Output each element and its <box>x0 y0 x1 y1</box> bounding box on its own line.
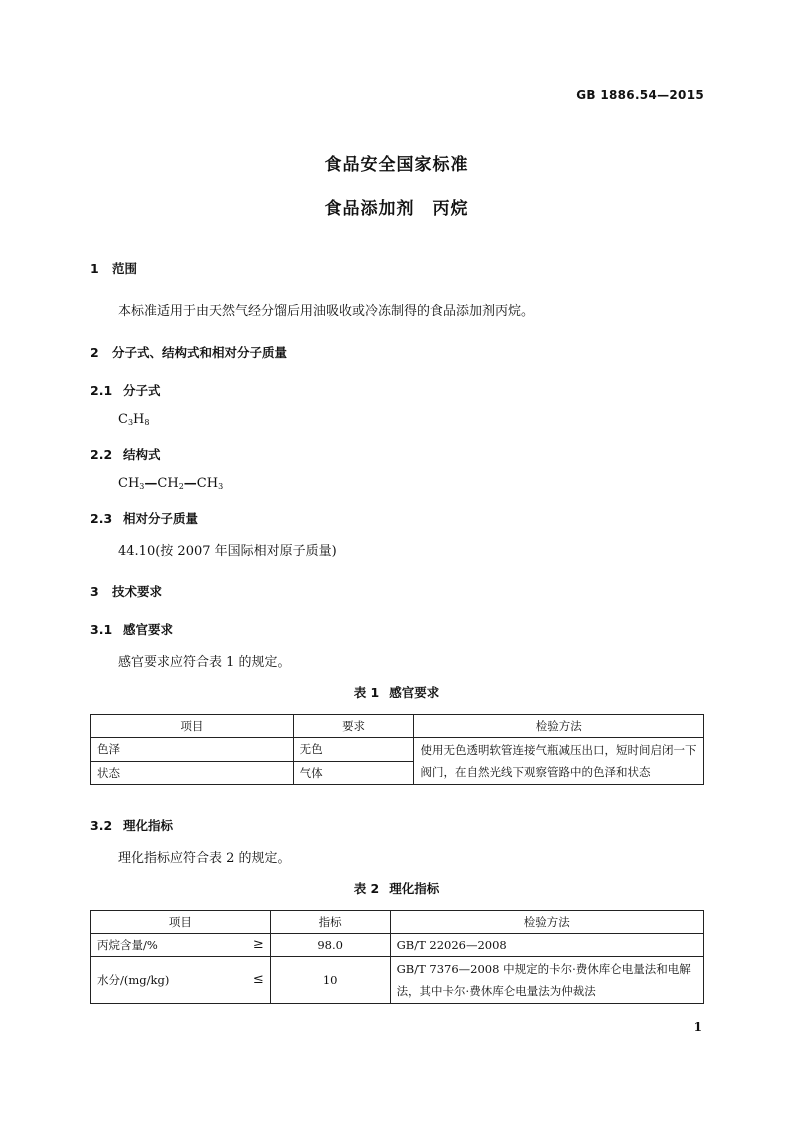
value-cell: 98.0 <box>270 934 390 957</box>
table-title: 感官要求 <box>389 685 440 700</box>
section-3-1-heading <box>90 620 173 638</box>
section-2-2-heading <box>90 445 161 463</box>
section-number: 3 <box>90 584 99 599</box>
section-title: 结构式 <box>123 447 161 462</box>
section-1-heading <box>90 259 137 277</box>
table-1-caption <box>0 683 793 701</box>
section-3-heading <box>90 582 162 600</box>
document-title: 食品安全国家标准 <box>324 155 469 175</box>
item-cell: 色泽 <box>91 738 294 762</box>
table-label: 表 1 <box>353 685 380 700</box>
section-number: 2 <box>90 345 99 360</box>
value-cell: 10 <box>270 957 390 1004</box>
item-cell: 状态 <box>91 761 294 785</box>
method-cell: 使用无色透明软管连接气瓶减压出口，短时间启闭一下阀门，在自然光线下观察管路中的色泽和状态 <box>414 738 704 785</box>
table-header-row <box>91 715 704 738</box>
section-number: 3.2 <box>90 818 113 833</box>
column-header: 指标 <box>270 911 390 934</box>
section-1-text: 本标准适用于由天然气经分馏后用油吸收或冷冻制得的食品添加剂丙烷。 <box>118 304 535 319</box>
table-row <box>91 957 704 1004</box>
table-label: 表 2 <box>353 881 380 896</box>
section-number: 3.1 <box>90 622 113 637</box>
requirement-cell: 无色 <box>293 738 414 762</box>
section-title: 范围 <box>112 261 138 276</box>
section-2-3-heading <box>90 509 198 527</box>
section-title: 分子式 <box>123 383 161 398</box>
item-cell <box>91 957 271 1004</box>
column-header: 检验方法 <box>414 715 704 738</box>
item-label: 水分/(mg/kg) <box>97 973 170 987</box>
document-subtitle: 食品添加剂 丙烷 <box>324 199 469 219</box>
section-number: 2.2 <box>90 447 113 462</box>
structural-formula: $CH_3—CH_2—CH_3$ <box>118 476 224 491</box>
method-cell: GB/T 7376—2008 中规定的卡尔·费休库仑电量法和电解法，其中卡尔·费休库仑电量法为仲裁法 <box>390 957 703 1004</box>
section-title: 相对分子质量 <box>123 511 199 526</box>
page-number: 1 <box>693 1020 702 1034</box>
standard-code: GB 1886.54—2015 <box>576 88 704 102</box>
column-header: 要求 <box>293 715 414 738</box>
section-number: 2.3 <box>90 511 113 526</box>
physicochemical-indicators-table <box>90 910 704 1004</box>
item-cell <box>91 934 271 957</box>
item-label: 丙烷含量/% <box>97 938 158 952</box>
section-number: 2.1 <box>90 383 113 398</box>
relation-symbol: ≤ <box>252 972 264 987</box>
molecular-weight-text: 44.10(按 2007 年国际相对原子质量) <box>118 544 337 559</box>
section-title: 感官要求 <box>123 622 174 637</box>
section-title: 技术要求 <box>112 584 163 599</box>
section-title: 分子式、结构式和相对分子质量 <box>112 345 288 360</box>
section-2-1-heading <box>90 381 161 399</box>
column-header: 检验方法 <box>390 911 703 934</box>
table-2-caption <box>0 879 793 897</box>
section-3-1-text: 感官要求应符合表 1 的规定。 <box>118 655 291 670</box>
table-header-row <box>91 911 704 934</box>
column-header: 项目 <box>91 715 294 738</box>
relation-symbol: ≥ <box>252 937 264 952</box>
table-row <box>91 934 704 957</box>
section-number: 1 <box>90 261 99 276</box>
method-cell: GB/T 22026—2008 <box>390 934 703 957</box>
sensory-requirements-table <box>90 714 704 785</box>
molecular-formula: $C_3H_8$ <box>118 412 150 427</box>
section-3-2-heading <box>90 816 173 834</box>
table-row <box>91 738 704 762</box>
table-title: 理化指标 <box>389 881 440 896</box>
section-3-2-text: 理化指标应符合表 2 的规定。 <box>118 851 291 866</box>
section-title: 理化指标 <box>123 818 174 833</box>
column-header: 项目 <box>91 911 271 934</box>
section-2-heading <box>90 343 287 361</box>
requirement-cell: 气体 <box>293 761 414 785</box>
